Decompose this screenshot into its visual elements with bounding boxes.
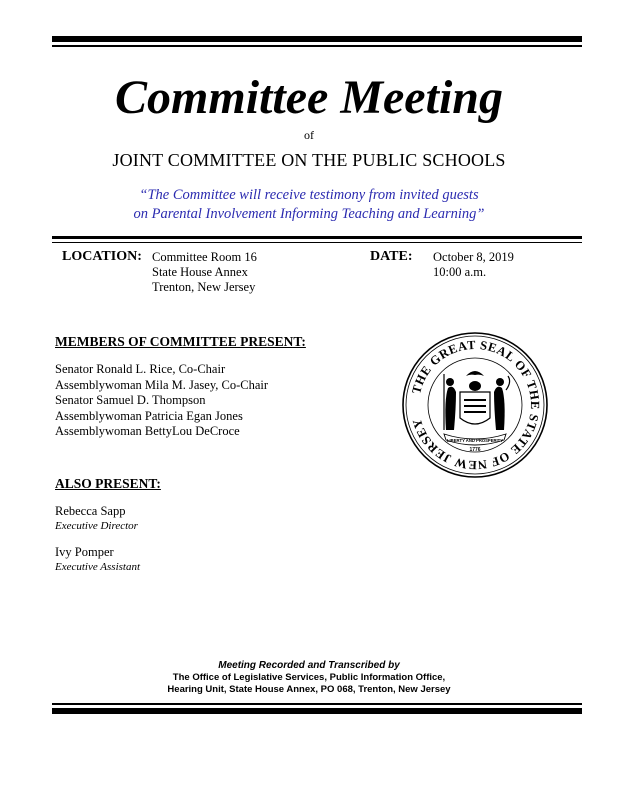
seal-year: 1776 <box>469 447 481 453</box>
member-item: Assemblywoman BettyLou DeCroce <box>55 424 240 438</box>
also-present-person <box>55 545 140 574</box>
document-title: Committee Meeting <box>115 71 503 124</box>
info-rule-thick <box>52 236 582 239</box>
top-rule-thin <box>52 45 582 47</box>
state-seal <box>400 330 550 480</box>
great-seal-icon <box>400 330 550 480</box>
seal-ring-text: THE GREAT SEAL OF THE STATE OF NEW JERSEY <box>409 337 543 473</box>
location-details <box>152 250 257 295</box>
subject-line-2: on Parental Involvement Informing Teaching and Learning” <box>133 206 485 222</box>
person-name: Rebecca Sapp <box>55 504 126 518</box>
location-line-1: Committee Room 16 <box>152 250 257 264</box>
member-item: Assemblywoman Patricia Egan Jones <box>55 408 243 423</box>
info-rule-thin <box>52 242 582 243</box>
member-item: Senator Ronald L. Rice, Co-Chair <box>55 362 226 376</box>
credit-line-1: Meeting Recorded and Transcribed by <box>218 660 400 671</box>
transcription-credit <box>0 660 618 696</box>
credit-line-3: Hearing Unit, State House Annex, PO 068, Trenton, New Jersey <box>167 684 451 695</box>
also-present-person <box>55 504 138 533</box>
bottom-rule-thick <box>52 708 582 714</box>
date-details <box>433 250 514 280</box>
person-role: Executive Assistant <box>55 561 141 573</box>
top-rule-thick <box>52 36 582 42</box>
date-line-1: October 8, 2019 <box>433 250 514 264</box>
meeting-subject <box>0 186 618 224</box>
subject-line-1: “The Committee will receive testimony from invited guests <box>139 187 479 203</box>
of-label: of <box>304 128 314 142</box>
location-line-2: State House Annex <box>152 265 248 279</box>
also-present-heading: ALSO PRESENT: <box>55 476 161 491</box>
date-line-2: 10:00 a.m. <box>433 265 487 279</box>
bottom-rule-thin <box>52 703 582 705</box>
members-list <box>55 362 268 440</box>
committee-name: JOINT COMMITTEE ON THE PUBLIC SCHOOLS <box>112 150 506 170</box>
members-heading: MEMBERS OF COMMITTEE PRESENT: <box>55 334 306 349</box>
credit-line-2: The Office of Legislative Services, Public Information Office, <box>172 672 446 683</box>
location-label: LOCATION: <box>62 249 142 264</box>
seal-motto: LIBERTY AND PROSPERITY <box>446 438 504 443</box>
date-label: DATE: <box>370 249 413 264</box>
member-item: Assemblywoman Mila M. Jasey, Co-Chair <box>55 377 269 392</box>
person-role: Executive Director <box>55 520 138 532</box>
person-name: Ivy Pomper <box>55 545 114 559</box>
location-line-3: Trenton, New Jersey <box>152 280 256 294</box>
member-item: Senator Samuel D. Thompson <box>55 393 206 407</box>
